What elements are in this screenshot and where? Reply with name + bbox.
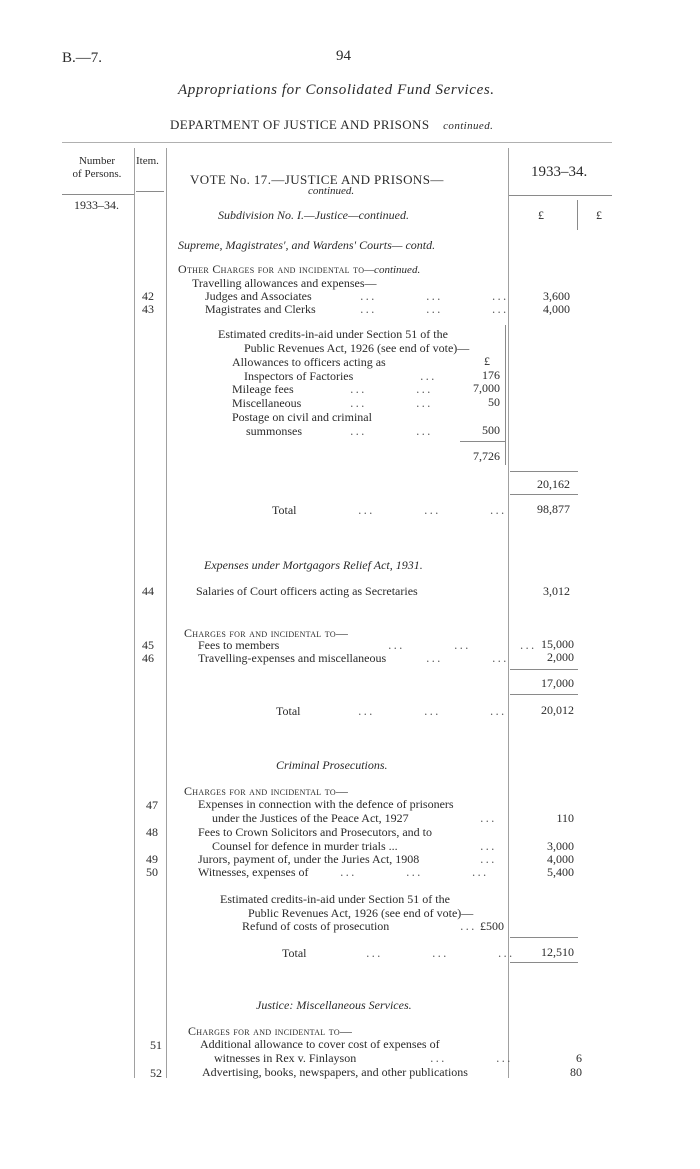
line-item-text: Advertising, books, newspapers, and other publications xyxy=(202,1065,468,1079)
persons-header-line2: of Persons. xyxy=(72,168,122,180)
line-item-text: Travelling-expenses and miscellaneous xyxy=(198,651,387,665)
mortgagors-subtotal: 17,000 xyxy=(541,676,574,690)
persons-year: 1933–34. xyxy=(74,198,119,212)
line-item-text: Expenses in connection with the defence of prisoners xyxy=(198,797,454,811)
travelling-heading: Travelling allowances and expenses— xyxy=(192,276,377,290)
leader-dots: ... xyxy=(480,840,497,853)
leader-dots: ... ... ... xyxy=(366,947,515,960)
line-item-text: Magistrates and Clerks xyxy=(205,302,316,316)
criminal-total: 12,510 xyxy=(541,945,574,959)
department-continued: continued. xyxy=(443,120,494,132)
leader-dots: ... xyxy=(460,920,477,933)
leader-dots: ... xyxy=(480,853,497,866)
item-number: 46 xyxy=(142,651,154,665)
leader-dots: ... ... xyxy=(350,397,433,410)
credits-total: 7,726 xyxy=(473,449,500,463)
mortgagors-heading: Expenses under Mortgagors Relief Act, 1931. xyxy=(204,558,423,572)
leader-dots: ... xyxy=(480,812,497,825)
vote-title: VOTE No. 17.—JUSTICE AND PRISONS— xyxy=(190,172,444,187)
criminal-heading: Criminal Prosecutions. xyxy=(276,758,388,772)
leader-dots: ... ... xyxy=(430,1052,513,1065)
department-heading xyxy=(170,117,493,133)
line-item-amount: 5,400 xyxy=(547,865,574,879)
col-divider-pounds xyxy=(577,200,578,230)
pound-sign-col2: £ xyxy=(596,208,602,222)
line-item-amount: 4,000 xyxy=(543,302,570,316)
charges-heading: Charges for and incidental to— xyxy=(184,626,349,640)
courts-heading: Supreme, Magistrates', and Wardens' Courts— contd. xyxy=(178,238,436,252)
page-number: 94 xyxy=(336,48,351,64)
year-column-header: 1933–34. xyxy=(531,164,588,180)
page-title: Appropriations for Consolidated Fund Services. xyxy=(178,82,495,98)
line-item-text: Judges and Associates xyxy=(205,289,312,303)
line-item-amount: 3,012 xyxy=(543,584,570,598)
leader-dots: ... ... xyxy=(350,425,433,438)
line-item-text: Jurors, payment of, under the Juries Act, 1908 xyxy=(198,852,420,866)
item-number: 45 xyxy=(142,638,154,652)
credit-item-amount: 500 xyxy=(482,423,500,437)
item-number: 43 xyxy=(142,302,154,316)
subdivision-title: Subdivision No. I.—Justice—continued. xyxy=(218,208,409,222)
total-label: Total xyxy=(276,704,301,718)
charges-heading: Charges for and incidental to— xyxy=(184,784,349,798)
credit-item-text: Postage on civil and criminal xyxy=(232,410,372,424)
line-item-amount: 80 xyxy=(570,1065,582,1079)
leader-dots: ... ... ... xyxy=(358,504,507,517)
charges-heading: Charges for and incidental to— xyxy=(188,1024,353,1038)
credits-column-rule xyxy=(505,325,506,465)
header-rule-year xyxy=(508,195,612,196)
leader-dots: ... ... xyxy=(426,652,509,665)
credit-item-text: Mileage fees xyxy=(232,382,294,396)
other-charges-label: Other Charges for and incidental to xyxy=(178,262,365,276)
leader-dots: ... ... xyxy=(350,383,433,396)
department-name: DEPARTMENT OF JUSTICE AND PRISONS xyxy=(170,117,430,132)
credit-item-amount: 176 xyxy=(482,368,500,382)
line-item-amount: 6 xyxy=(576,1051,582,1065)
total-rule xyxy=(510,694,578,695)
header-rule-item xyxy=(136,191,164,192)
credit-item-text: Miscellaneous xyxy=(232,396,302,410)
line-item-amount: 110 xyxy=(556,811,574,825)
misc-heading: Justice: Miscellaneous Services. xyxy=(256,998,412,1012)
line-item-amount: 3,000 xyxy=(547,839,574,853)
credits-in-aid-line2: Public Revenues Act, 1926 (see end of vote)— xyxy=(248,906,474,920)
mortgagors-total: 20,012 xyxy=(541,703,574,717)
leader-dots: ... ... ... xyxy=(360,290,509,303)
item-number: 42 xyxy=(142,289,154,303)
other-charges-heading xyxy=(178,262,420,277)
item-number: 48 xyxy=(146,825,158,839)
credits-refund-amount: £500 xyxy=(480,919,504,933)
subtotal-rule xyxy=(510,471,578,472)
credits-in-aid-line1: Estimated credits-in-aid under Section 51 of the xyxy=(218,327,448,341)
credits-pound-sign: £ xyxy=(484,354,490,368)
line-item-text: Salaries of Court officers acting as Secretaries xyxy=(196,584,418,598)
item-number: 47 xyxy=(146,798,158,812)
other-charges-continued: —continued. xyxy=(364,264,421,276)
vote-continued: continued. xyxy=(308,185,355,197)
leader-dots: ... ... ... xyxy=(388,639,537,652)
credit-item-text: summonses xyxy=(246,424,303,438)
header-rule-persons xyxy=(62,194,134,195)
total-rule xyxy=(510,494,578,495)
total-label: Total xyxy=(272,503,297,517)
leader-dots: ... ... ... xyxy=(340,866,489,879)
col-divider-persons xyxy=(134,148,135,1078)
pound-sign-col1: £ xyxy=(538,208,544,222)
document-reference: B.—7. xyxy=(62,50,103,66)
credits-in-aid-line1: Estimated credits-in-aid under Section 51 of the xyxy=(220,892,450,906)
line-item-text: Witnesses, expenses of xyxy=(198,865,309,879)
line-item-amount: 15,000 xyxy=(541,637,574,651)
total-label: Total xyxy=(282,946,307,960)
total-rule xyxy=(510,937,578,938)
credits-in-aid-line3: Refund of costs of prosecution xyxy=(242,919,390,933)
item-number: 52 xyxy=(150,1066,162,1080)
item-number: 50 xyxy=(146,865,158,879)
line-item-amount: 3,600 xyxy=(543,289,570,303)
leader-dots: ... xyxy=(420,370,437,383)
line-item-text: Additional allowance to cover cost of expenses of xyxy=(200,1037,440,1051)
item-number: 49 xyxy=(146,852,158,866)
line-item-text: Fees to Crown Solicitors and Prosecutors, and to xyxy=(198,825,432,839)
line-item-text: under the Justices of the Peace Act, 1927 xyxy=(212,811,409,825)
credit-item-amount: 7,000 xyxy=(473,381,500,395)
col-divider-item xyxy=(166,148,167,1078)
credit-item-amount: 50 xyxy=(488,395,500,409)
line-item-text: Counsel for defence in murder trials ... xyxy=(212,839,398,853)
persons-header-line1: Number xyxy=(78,155,116,167)
top-rule xyxy=(62,142,612,143)
subtotal-rule xyxy=(510,669,578,670)
item-column-header: Item. xyxy=(136,155,159,167)
line-item-text: Fees to members xyxy=(198,638,280,652)
persons-column-header xyxy=(62,155,132,181)
item-number: 44 xyxy=(142,584,154,598)
line-item-amount: 4,000 xyxy=(547,852,574,866)
courts-total: 98,877 xyxy=(537,502,570,516)
credit-item-text: Allowances to officers acting as xyxy=(232,355,386,369)
courts-subtotal: 20,162 xyxy=(537,477,570,491)
credits-in-aid-line2: Public Revenues Act, 1926 (see end of vote)— xyxy=(244,341,470,355)
line-item-text: witnesses in Rex v. Finlayson xyxy=(214,1051,357,1065)
leader-dots: ... ... ... xyxy=(358,705,507,718)
total-rule xyxy=(510,962,578,963)
line-item-amount: 2,000 xyxy=(547,650,574,664)
leader-dots: ... ... ... xyxy=(360,303,509,316)
credit-item-text: Inspectors of Factories xyxy=(244,369,354,383)
col-divider-amount xyxy=(508,148,509,1078)
item-number: 51 xyxy=(150,1038,162,1052)
credits-sum-rule xyxy=(460,441,506,442)
